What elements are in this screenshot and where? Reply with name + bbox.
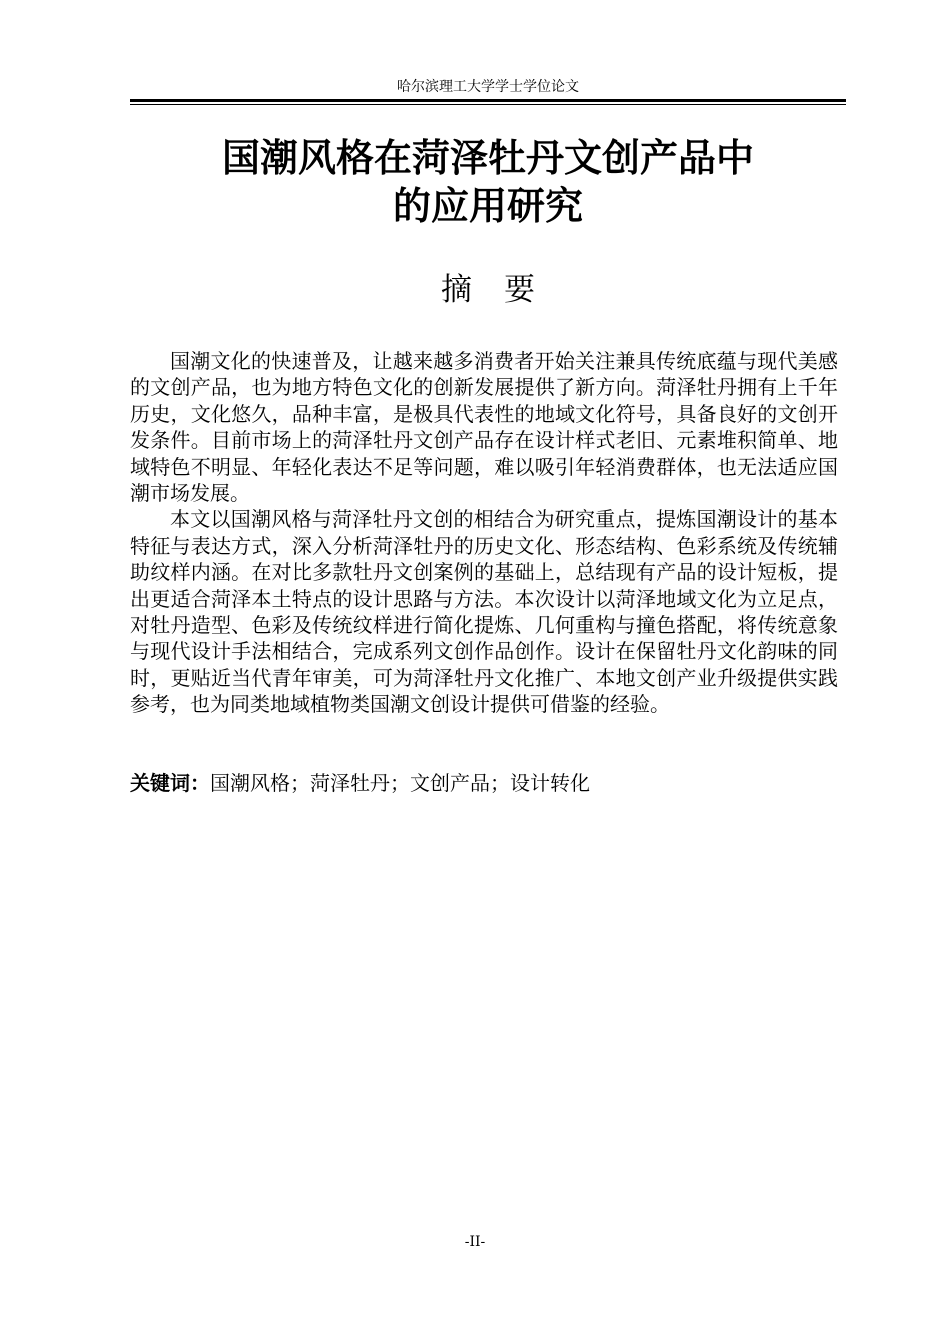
header-rule-thick — [130, 99, 846, 102]
abstract-heading: 摘要 — [441, 272, 567, 308]
keywords-value: 国潮风格；菏泽牡丹；文创产品；设计转化 — [210, 771, 590, 795]
abstract-paragraph-2: 本文以国潮风格与菏泽牡丹文创的相结合为研究重点，提炼国潮设计的基本特征与表达方式，深入分析菏泽牡丹的历史文化、形态结构、色彩系统及传统辅助纹样内涵。在对比多款牡丹文创案例的基础上，总结现有产品的设计短板，提出更适合菏泽本土特点的设计思路与方法。本次设计以菏泽地域文化为立足点，对牡丹造型、色彩及传统纹样进行简化提炼、几何重构与撞色搭配，将传统意象与现代设计手法相结合，完成系列文创作品创作。设计在保留牡丹文化韵味的同时，更贴近当代青年审美，可为菏泽牡丹文化推广、本地文创产业升级提供实践参考，也为同类地域植物类国潮文创设计提供可借鉴的经验。 — [130, 507, 838, 717]
header-rule-thin — [130, 104, 846, 105]
abstract-paragraph-1: 国潮文化的快速普及，让越来越多消费者开始关注兼具传统底蕴与现代美感的文创产品，也为地方特色文化的创新发展提供了新方向。菏泽牡丹拥有上千年历史，文化悠久，品种丰富，是极具代表性的地域文化符号，具备良好的文创开发条件。目前市场上的菏泽牡丹文创产品存在设计样式老旧、元素堆积简单、地域特色不明显、年轻化表达不足等问题，难以吸引年轻消费群体，也无法适应国潮市场发展。 — [130, 349, 838, 506]
keywords-label: 关键词： — [130, 771, 210, 795]
page-number: -II- — [464, 1234, 486, 1250]
abstract-body — [130, 348, 838, 718]
thesis-title — [130, 134, 846, 230]
thesis-title-line-1: 国潮风格在菏泽牡丹文创产品中 — [221, 136, 754, 180]
running-header: 哈尔滨理工大学学士学位论文 — [397, 79, 579, 95]
thesis-title-line-2: 的应用研究 — [392, 184, 583, 228]
keywords-line — [130, 770, 846, 796]
